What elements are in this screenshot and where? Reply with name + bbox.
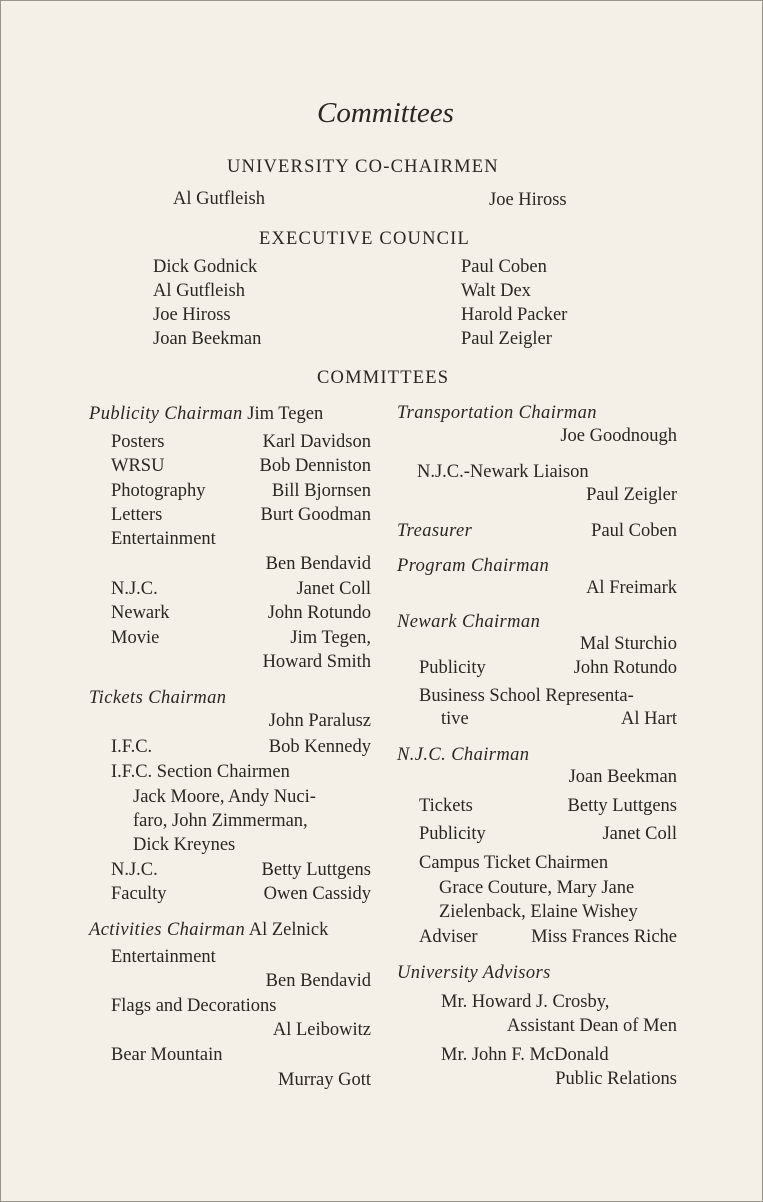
committee-member: Murray Gott: [278, 1070, 371, 1090]
council-member: Joan Beekman: [153, 329, 262, 349]
committee-task: Posters: [111, 432, 165, 452]
university-advisors-role: University Advisors: [397, 963, 551, 983]
committee-member: Owen Cassidy: [263, 884, 371, 904]
committee-task: Flags and Decorations: [111, 996, 277, 1016]
committee-task: tive: [441, 709, 469, 729]
committee-task: N.J.C.: [111, 860, 158, 880]
committee-task: Tickets: [419, 796, 473, 816]
council-member: Harold Packer: [461, 305, 568, 325]
committee-member: Jack Moore, Andy Nuci-: [133, 787, 316, 807]
transportation-chairman-name: Joe Goodnough: [560, 426, 677, 446]
co-chairman-name: Al Gutfleish: [173, 189, 265, 209]
council-member: Walt Dex: [461, 281, 531, 301]
committee-member: John Rotundo: [267, 603, 371, 623]
publicity-chairman-role: Publicity Chairman: [89, 404, 243, 424]
council-member: Dick Godnick: [153, 257, 258, 277]
activities-chairman-line: [89, 918, 328, 942]
committee-task: N.J.C.: [111, 579, 158, 599]
committee-member: Betty Luttgens: [261, 860, 371, 880]
publicity-chairman-line: [89, 402, 323, 426]
liaison-label: N.J.C.-Newark Liaison: [417, 462, 589, 482]
committee-member: Ben Bendavid: [265, 554, 371, 574]
njc-chairman-role: N.J.C. Chairman: [397, 745, 530, 765]
committee-task: Newark: [111, 603, 170, 623]
committee-task: I.F.C. Section Chairmen: [111, 762, 290, 782]
council-member: Joe Hiross: [153, 305, 231, 325]
activities-chairman-name: Al Zelnick: [248, 920, 329, 940]
committee-member: Jim Tegen,: [290, 628, 371, 648]
liaison-name: Paul Zeigler: [586, 485, 677, 505]
committee-member: Al Leibowitz: [272, 1020, 371, 1040]
committee-task: Publicity: [419, 658, 486, 678]
council-member: Paul Coben: [461, 257, 547, 277]
advisor-title: Assistant Dean of Men: [506, 1016, 677, 1036]
page-title: Committees: [317, 97, 454, 129]
committee-member: Janet Coll: [602, 824, 677, 844]
committee-member: Ben Bendavid: [265, 971, 371, 991]
committee-task: Letters: [111, 505, 163, 525]
tickets-chairman-name: John Paralusz: [268, 711, 371, 731]
treasurer-role: Treasurer: [397, 521, 473, 541]
newark-chairman-name: Mal Sturchio: [579, 634, 677, 654]
committee-member: Bob Denniston: [259, 456, 371, 476]
program-chairman-name: Al Freimark: [586, 578, 677, 598]
advisor-title: Public Relations: [555, 1069, 677, 1089]
committee-task: WRSU: [111, 456, 165, 476]
transportation-chairman-role: Transportation Chairman: [397, 403, 597, 423]
committee-member: Miss Frances Riche: [531, 927, 677, 947]
committee-member: Dick Kreynes: [133, 835, 236, 855]
publicity-chairman-name: Jim Tegen: [247, 404, 324, 424]
committee-member: Karl Davidson: [262, 432, 371, 452]
committee-task: Faculty: [111, 884, 167, 904]
committee-member: Bob Kennedy: [268, 737, 371, 757]
committee-member: Bill Bjornsen: [271, 481, 371, 501]
committee-member: Howard Smith: [262, 652, 371, 672]
committee-task: Movie: [111, 628, 160, 648]
committee-task: Entertainment: [111, 529, 216, 549]
committee-task: Adviser: [419, 927, 478, 947]
committee-task: Entertainment: [111, 947, 216, 967]
committee-task: Photography: [111, 481, 206, 501]
committee-member: Betty Luttgens: [567, 796, 677, 816]
committee-member: Janet Coll: [296, 579, 371, 599]
committee-member: Zielenback, Elaine Wishey: [439, 902, 638, 922]
committee-task: Bear Mountain: [111, 1045, 223, 1065]
council-member: Al Gutfleish: [153, 281, 245, 301]
co-chairman-name: Joe Hiross: [489, 190, 567, 210]
committee-task: Publicity: [419, 824, 486, 844]
committee-member: John Rotundo: [573, 658, 677, 678]
co-chairmen-heading: UNIVERSITY CO-CHAIRMEN: [227, 157, 499, 177]
njc-chairman-name: Joan Beekman: [568, 767, 677, 787]
executive-council-heading: EXECUTIVE COUNCIL: [259, 229, 471, 249]
committees-heading: COMMITTEES: [317, 368, 450, 388]
advisor-name: Mr. Howard J. Crosby,: [441, 992, 610, 1012]
advisor-name: Mr. John F. McDonald: [441, 1045, 609, 1065]
committee-member: Grace Couture, Mary Jane: [439, 878, 635, 898]
treasurer-name: Paul Coben: [591, 521, 677, 541]
committee-task: Business School Representa-: [419, 686, 634, 706]
activities-chairman-role: Activities Chairman: [89, 920, 246, 940]
committee-member: Burt Goodman: [260, 505, 371, 525]
committee-task: Campus Ticket Chairmen: [419, 853, 609, 873]
committee-member: Al Hart: [621, 709, 677, 729]
tickets-chairman-role: Tickets Chairman: [89, 688, 227, 708]
council-member: Paul Zeigler: [461, 329, 552, 349]
committee-member: faro, John Zimmerman,: [133, 811, 308, 831]
program-chairman-role: Program Chairman: [397, 556, 550, 576]
newark-chairman-role: Newark Chairman: [397, 612, 541, 632]
committee-task: I.F.C.: [111, 737, 153, 757]
